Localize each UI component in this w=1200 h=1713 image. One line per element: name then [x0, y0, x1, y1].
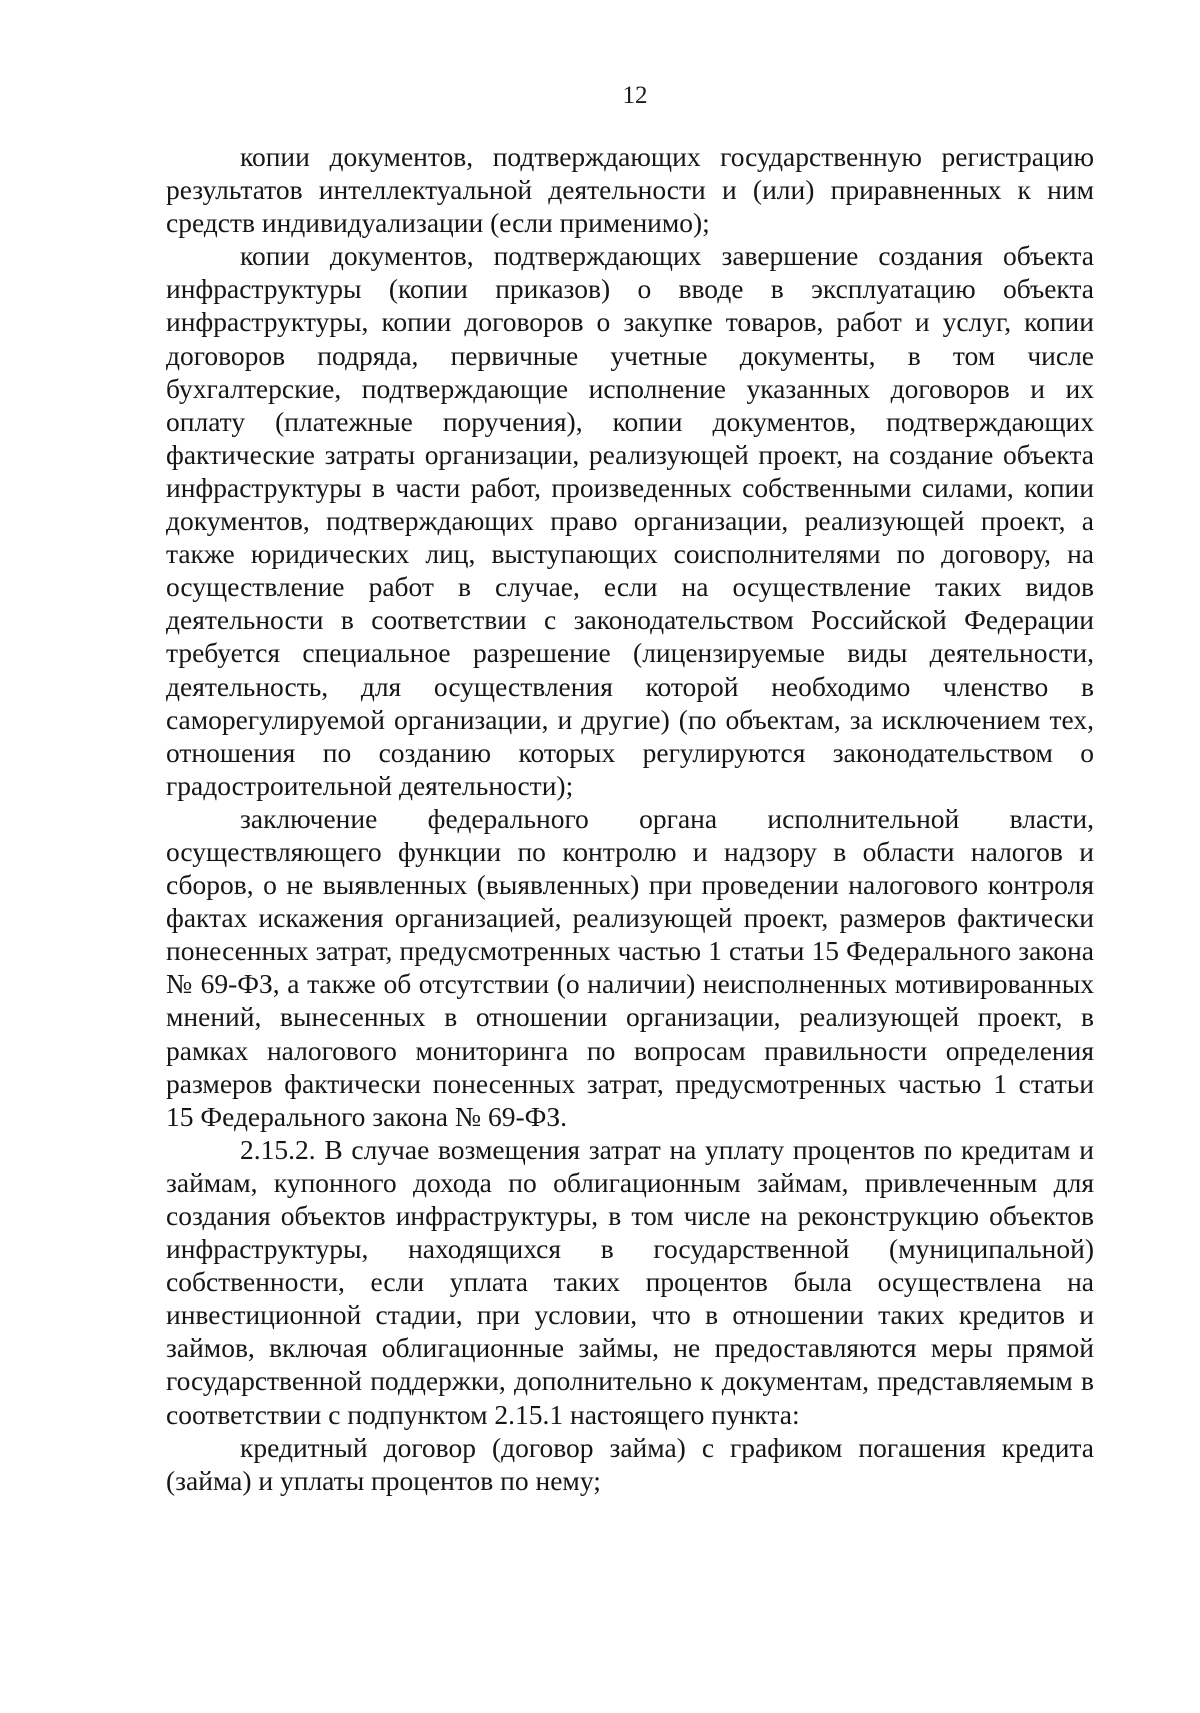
page-number: 12 — [622, 82, 648, 109]
paragraph-infrastructure-completion-copies: копии документов, подтверждающих завершение создания объекта инфраструктуры (копии приказов) о вводе в эксплуатацию объекта инфраструктуры, копии договоров о закупке товаров, работ и услуг, копии договоров подряда, первичные учетные документы, в том числе бухгалтерские, подтверждающие исполнение указанных договоров и их оплату (платежные поручения), копии документов, подтверждающих фактические затраты организации, реализующей проект, на создание объекта инфраструктуры в части работ, произведенных собственными силами, копии документов, подтверждающих право организации, реализующей проект, а также юридических лиц, выступающих соисполнителями по договору, на осуществление работ в случае, если на осуществление таких видов деятельности в соответствии с законодательством Российской Федерации требуется специальное разрешение (лицензируемые виды деятельности, деятельность, для осуществления которой необходимо членство в саморегулируемой организации, и другие) (по объектам, за исключением тех, отношения по созданию которых регулируются законодательством о градостроительной деятельности); — [166, 240, 1094, 801]
paragraph-clause-2-15-2: 2.15.2. В случае возмещения затрат на уплату процентов по кредитам и займам, купонного дохода по облигационным займам, привлеченным для создания объектов инфраструктуры, в том числе на реконструкцию объектов инфраструктуры, находящихся в государственной (муниципальной) собственности, если уплата таких процентов была осуществлена на инвестиционной стадии, при условии, что в отношении таких кредитов и займов, включая облигационные займы, не предоставляются меры прямой государственной поддержки, дополнительно к документам, представляемым в соответствии с подпунктом 2.15.1 настоящего пункта: — [166, 1133, 1094, 1430]
paragraph-ip-registration-copies: копии документов, подтверждающих государственную регистрацию результатов интеллектуальной деятельности и (или) приравненных к ним средств индивидуализации (если применимо); — [166, 141, 1094, 239]
document-body — [166, 140, 1094, 1497]
paragraph-credit-agreement: кредитный договор (договор займа) с графиком погашения кредита (займа) и уплаты процентов по нему; — [166, 1431, 1094, 1496]
paragraph-tax-authority-conclusion: заключение федерального органа исполнительной власти, осуществляющего функции по контролю и надзору в области налогов и сборов, о не выявленных (выявленных) при проведении налогового контроля фактах искажения организацией, реализующей проект, размеров фактически понесенных затрат, предусмотренных частью 1 статьи 15 Федерального закона № 69-ФЗ, а также об отсутствии (о наличии) неисполненных мотивированных мнений, вынесенных в отношении организации, реализующей проект, в рамках налогового мониторинга по вопросам правильности определения размеров фактически понесенных затрат, предусмотренных частью 1 статьи 15 Федерального закона № 69-ФЗ. — [166, 802, 1094, 1132]
